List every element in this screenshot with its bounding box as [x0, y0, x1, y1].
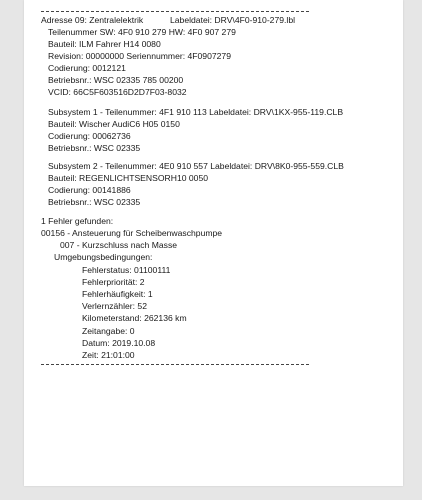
address-title: Adresse 09: Zentralelektrik	[41, 15, 144, 25]
environment-line: Fehlerhäufigkeit: 1	[82, 289, 153, 299]
document-page	[24, 0, 403, 486]
subsystem-line: Codierung: 00062736	[48, 131, 131, 141]
environment-line: Verlernzähler: 52	[82, 301, 147, 311]
address-line: Codierung: 0012121	[48, 63, 126, 73]
environment-heading: Umgebungsbedingungen:	[54, 252, 153, 262]
address-label-file: Labeldatei: DRV\4F0-910-279.lbl	[170, 15, 296, 25]
subsystem-line: Betriebsnr.: WSC 02335	[48, 143, 141, 153]
address-line: Teilenummer SW: 4F0 910 279 HW: 4F0 907 279	[48, 27, 236, 37]
fault-code: 00156 - Ansteuerung für Scheibenwaschpumpe	[41, 228, 223, 238]
fault-summary: 1 Fehler gefunden:	[41, 216, 114, 226]
environment-line: Kilometerstand: 262136 km	[82, 313, 187, 323]
environment-line: Fehlerstatus: 01100111	[82, 265, 171, 275]
subsystem-header: Subsystem 2 - Teilenummer: 4E0 910 557 Labeldatei: DRV\8K0-955-559.CLB	[48, 161, 344, 171]
top-divider	[41, 11, 309, 12]
bottom-divider	[41, 364, 309, 365]
environment-line: Zeit: 21:01:00	[82, 350, 135, 360]
address-line: Betriebsnr.: WSC 02335 785 00200	[48, 75, 184, 85]
subsystem-line: Bauteil: REGENLICHTSENSORH10 0050	[48, 173, 209, 183]
subsystem-header: Subsystem 1 - Teilenummer: 4F1 910 113 Labeldatei: DRV\1KX-955-119.CLB	[48, 107, 344, 117]
environment-line: Fehlerpriorität: 2	[82, 277, 145, 287]
address-line: Revision: 00000000 Seriennummer: 4F0907279	[48, 51, 231, 61]
subsystem-line: Codierung: 00141886	[48, 185, 131, 195]
environment-line: Datum: 2019.10.08	[82, 338, 156, 348]
address-line: VCID: 66C5F603516D2D7F03-8032	[48, 87, 187, 97]
subsystem-line: Bauteil: Wischer AudiC6 H05 0150	[48, 119, 180, 129]
fault-subcode: 007 - Kurzschluss nach Masse	[60, 240, 178, 250]
environment-line: Zeitangabe: 0	[82, 326, 135, 336]
address-line: Bauteil: ILM Fahrer H14 0080	[48, 39, 161, 49]
subsystem-line: Betriebsnr.: WSC 02335	[48, 197, 141, 207]
